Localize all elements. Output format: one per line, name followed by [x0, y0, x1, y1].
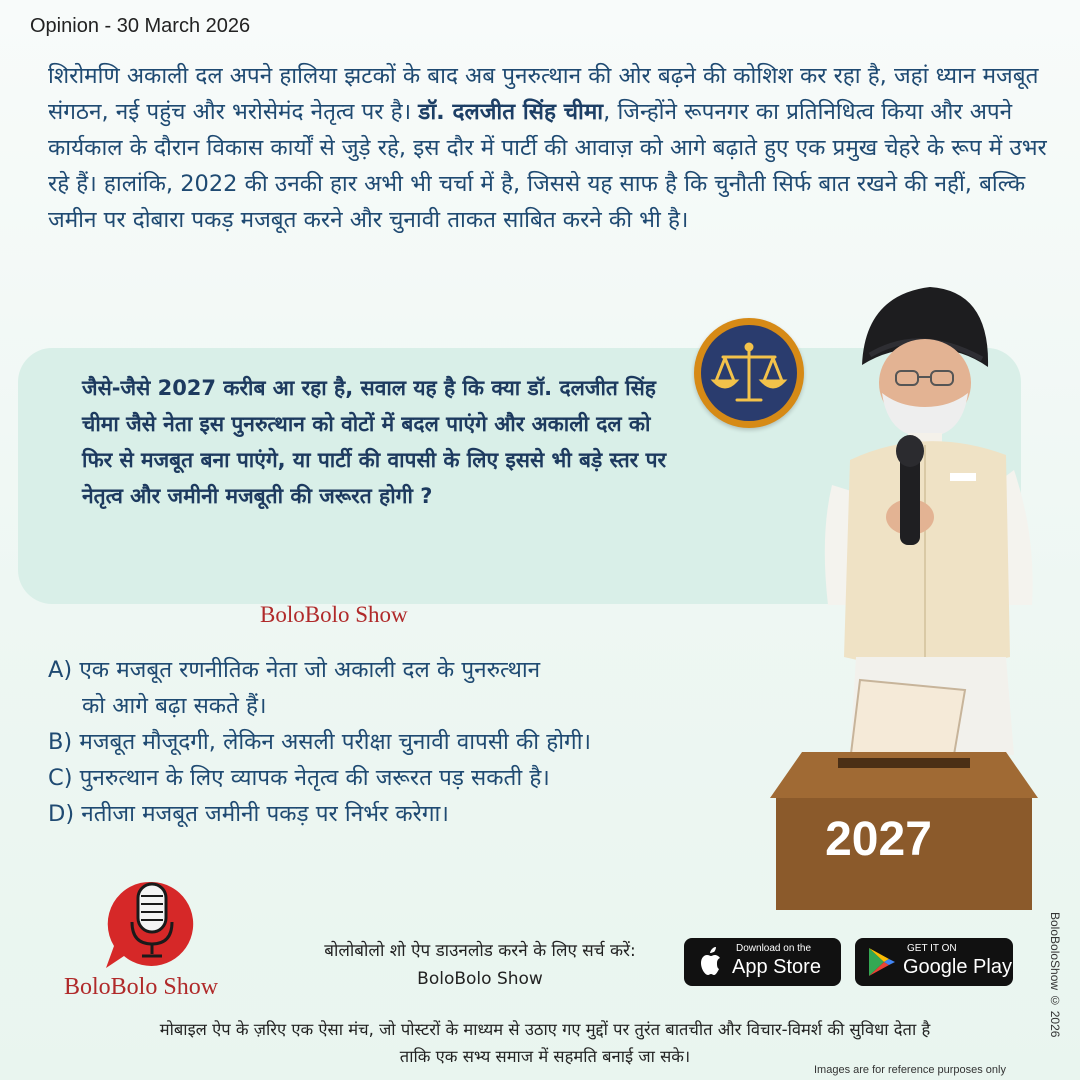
apple-icon [696, 945, 726, 979]
play-big-text: Google Play [903, 956, 1012, 978]
footer-tagline [40, 1016, 1050, 1070]
image-disclaimer: Images are for reference purposes only [814, 1064, 1006, 1076]
intro-text-start: शिरोमणि अकाली दल अपने हालिया झटकों के बाद अब पुनरुत्थान की ओर बढ़ने की कोशिश कर रहा है, जहां ध्यान मजबूत संगठन, नई पहुंच और भरोसेमंद नेतृत्व पर है। [48, 63, 1039, 125]
scale-badge [694, 318, 804, 428]
download-line-2: BoloBolo Show [417, 969, 543, 989]
download-instructions [300, 937, 660, 993]
intro-text-end: , जिन्होंने रूपनगर का प्रतिनिधित्व किया और अपने कार्यकाल के दौरान विकास कार्यों से जुड़े रहे, इस दौर में पार्टी की आवाज़ को आगे बढ़ाते हुए एक प्रमुख चेहरे के रूप में उभर रहे हैं। हालांकि, 2022 की उनकी हार अभी भी चर्चा में है, जिससे यह साफ है कि चुनौती सिर्फ बात रखने की नहीं, बल्कि जमीन पर दोबारा पकड़ मजबूत करने और चुनावी ताकत साबित करने की भी है। [48, 99, 1047, 233]
google-play-icon [867, 946, 897, 978]
scale-of-justice-icon [701, 325, 797, 421]
badge-inner [701, 325, 797, 421]
footer-line-2: ताकि एक सभ्य समाज में सहमति बनाई जा सके। [399, 1047, 691, 1066]
intro-paragraph [48, 58, 1048, 238]
copyright-notice: BoloBoloShow © 2026 [1048, 912, 1062, 1038]
download-line-1: बोलोबोलो शो ऐप डाउनलोड करने के लिए सर्च करें: [324, 941, 636, 961]
date-line: Opinion - 30 March 2026 [30, 15, 251, 37]
app-store-button[interactable] [684, 938, 841, 986]
brand-name-logo: BoloBolo Show [64, 974, 219, 1000]
google-play-button[interactable] [855, 938, 1013, 986]
poll-options [48, 652, 788, 832]
question-text: जैसे-जैसे 2027 करीब आ रहा है, सवाल यह है कि क्या डॉ. दलजीत सिंह चीमा जैसे नेता इस पुनरुत्थान को वोटों में बदल पाएंगे और अकाली दल को फिर से मजबूत बना पाएंगे, या पार्टी की वापसी के लिए इससे भी बड़े स्तर पर नेतृत्व और जमीनी मजबूती की जरूरत होगी ? [82, 376, 667, 508]
appstore-small-text: Download on the [736, 943, 812, 954]
footer-line-1: मोबाइल ऐप के ज़रिए एक ऐसा मंच, जो पोस्टरों के माध्यम से उठाए गए मुद्दों पर तुरंत बातचीत और विचार-विमर्श की सुविधा देता है [159, 1020, 931, 1039]
play-small-text: GET IT ON [907, 943, 957, 954]
podcast-microphone-icon [92, 876, 212, 971]
option-a[interactable]: A) एक मजबूत रणनीतिक नेता जो अकाली दल के पुनरुत्थान [48, 657, 541, 683]
brand-name-middle: BoloBolo Show [260, 602, 408, 627]
ballot-year-label: 2027 [825, 813, 932, 866]
intro-highlight-name: डॉ. दलजीत सिंह चीमा [418, 99, 604, 125]
ballot-box [770, 660, 1038, 910]
option-d[interactable]: D) नतीजा मजबूत जमीनी पकड़ पर निर्भर करेगा। [48, 801, 449, 827]
appstore-big-text: App Store [732, 956, 821, 978]
option-a-continued[interactable]: को आगे बढ़ा सकते हैं। [82, 693, 267, 719]
option-c[interactable]: C) पुनरुत्थान के लिए व्यापक नेतृत्व की जरूरत पड़ सकती है। [48, 765, 550, 791]
option-b[interactable]: B) मजबूत मौजूदगी, लेकिन असली परीक्षा चुनावी वापसी की होगी। [48, 729, 592, 755]
